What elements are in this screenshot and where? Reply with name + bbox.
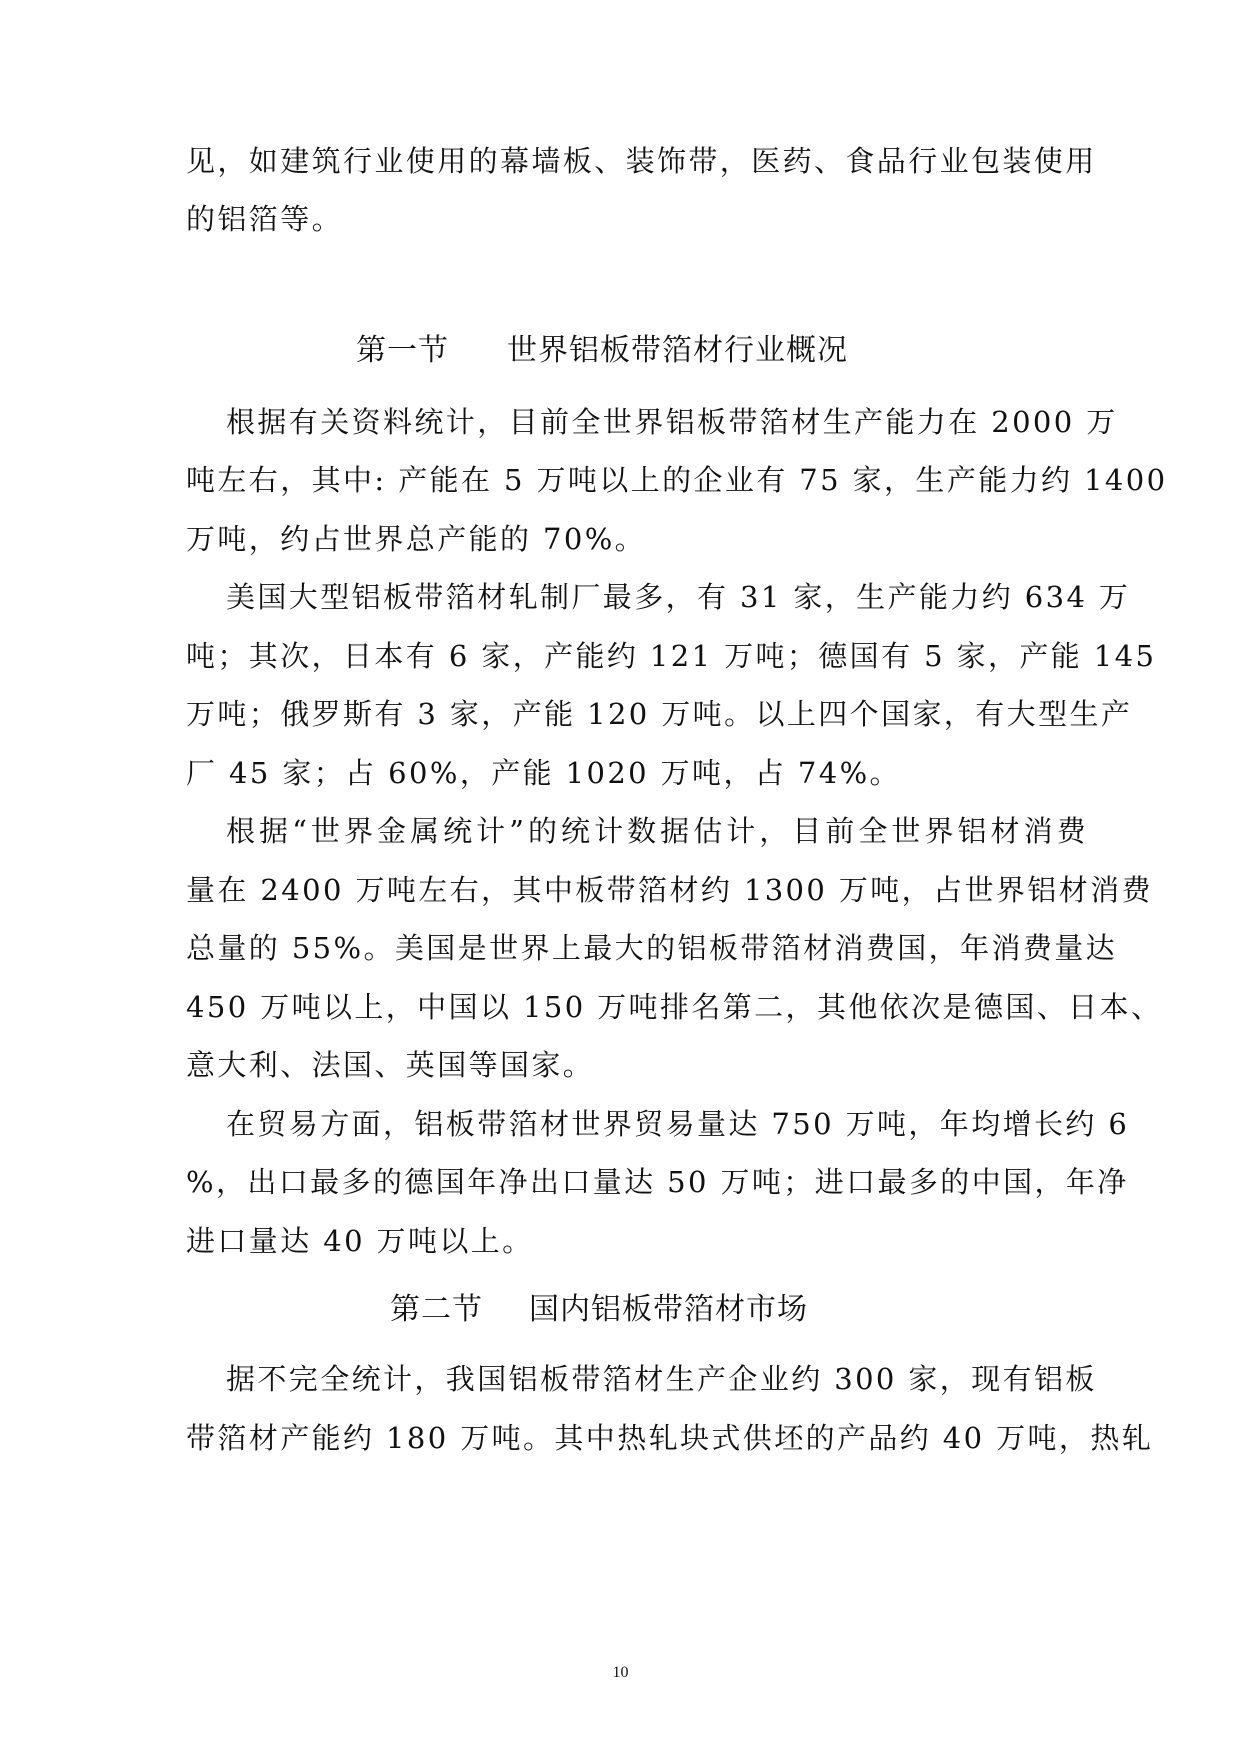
section-heading — [390, 1290, 808, 1330]
body-text-line: 450 万吨以上，中国以 150 万吨排名第二，其他依次是德国、日本、 — [186, 990, 1163, 1024]
body-text-line: 万吨；俄罗斯有 3 家，产能 120 万吨。以上四个国家，有大型生产 — [186, 697, 1133, 731]
body-text-line: 的铝箔等。 — [186, 202, 344, 236]
body-text-line: 据不完全统计，我国铝板带箔材生产企业约 300 家，现有铝板 — [226, 1362, 1097, 1396]
body-text-line: 总量的 55%。美国是世界上最大的铝板带箔材消费国，年消费量达 — [186, 931, 1118, 965]
body-text-line: 根据“世界金属统计”的统计数据估计，目前全世界铝材消费 — [226, 814, 1088, 848]
body-text-line: 在贸易方面，铝板带箔材世界贸易量达 750 万吨，年均增长约 6 — [226, 1107, 1130, 1141]
body-text-line: %，出口最多的德国年净出口量达 50 万吨；进口最多的中国，年净 — [186, 1165, 1129, 1199]
body-text-line: 吨左右，其中: 产能在 5 万吨以上的企业有 75 家，生产能力约 1400 — [186, 463, 1168, 497]
body-text-line: 带箔材产能约 180 万吨。其中热轧块式供坯的产品约 40 万吨，热轧 — [186, 1421, 1154, 1455]
body-text-line: 美国大型铝板带箔材轧制厂最多，有 31 家，生产能力约 634 万 — [226, 580, 1131, 614]
body-text-line: 吨；其次，日本有 6 家，产能约 121 万吨；德国有 5 家，产能 145 — [186, 639, 1157, 673]
section-number: 第二节 — [390, 1292, 483, 1327]
section-number: 第一节 — [356, 333, 449, 368]
body-text-line: 量在 2400 万吨左右，其中板带箔材约 1300 万吨，占世界铝材消费 — [186, 873, 1153, 907]
body-text-line: 厂 45 家；占 60%，产能 1020 万吨，占 74%。 — [186, 756, 901, 790]
body-text-line: 见，如建筑行业使用的幕墙板、装饰带，医药、食品行业包装使用 — [186, 144, 1097, 178]
body-text-line: 万吨，约占世界总产能的 70%。 — [186, 522, 647, 556]
section-heading — [356, 331, 848, 371]
section-title: 国内铝板带箔材市场 — [529, 1292, 808, 1327]
body-text-line: 根据有关资料统计，目前全世界铝板带箔材生产能力在 2000 万 — [226, 405, 1118, 439]
page-number: 10 — [612, 1664, 629, 1681]
section-title: 世界铝板带箔材行业概况 — [507, 333, 848, 368]
body-text-line: 进口量达 40 万吨以上。 — [186, 1224, 534, 1258]
body-text-line: 意大利、法国、英国等国家。 — [186, 1048, 595, 1082]
